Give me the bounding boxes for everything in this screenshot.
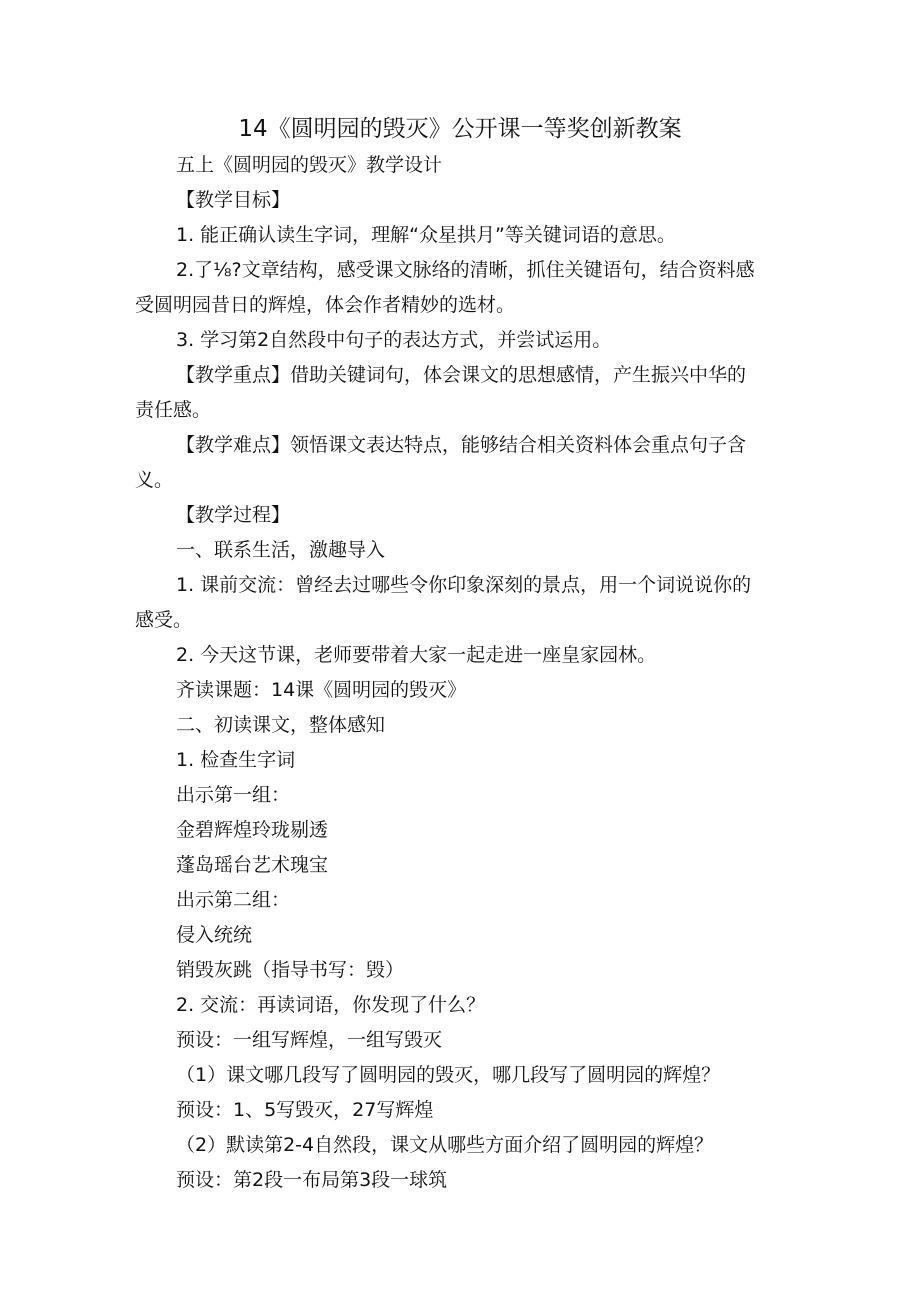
key-point-line-1: 【教学重点】借助关键词句，体会课文的思想感情，产生振兴中华的 [176,364,747,386]
section-1-item-1-line-2: 感受。 [135,609,193,631]
document-subtitle: 五上《圆明园的毁灭》教学设计 [176,154,443,176]
group-2-words-line-1: 侵入统统 [176,924,253,946]
goals-heading: 【教学目标】 [176,189,291,211]
section-1-heading: 一、联系生活，激趣导入 [176,539,386,561]
section-2-item-2: 2. 交流：再读词语，你发现了什么？ [176,994,486,1016]
section-1-item-1-line-1: 1. 课前交流：曾经去过哪些令你印象深刻的景点，用一个词说说你的 [176,574,752,596]
group-2-label: 出示第二组： [176,889,291,911]
difficulty-line-1: 【教学难点】领悟课文表达特点，能够结合相关资料体会重点句子含 [176,434,747,456]
document-title: 14《圆明园的毁灭》公开课一等奖创新教案 [238,116,682,142]
group-1-words-line-2: 蓬岛瑶台艺术瑰宝 [176,854,329,876]
process-heading: 【教学过程】 [176,504,291,526]
goal-3: 3. 学习第2自然段中句子的表达方式，并尝试运用。 [176,329,612,351]
group-1-label: 出示第一组： [176,784,291,806]
goal-2-line-1: 2.了⅛?文章结构，感受课文脉络的清晰，抓住关键语句，结合资料感 [176,259,755,281]
preset-3: 预设：第2段一布局第3段一球筑 [176,1169,448,1191]
section-1-item-2: 2. 今天这节课，老师要带着大家一起走进一座皇家园林。 [176,644,657,666]
preset-2: 预设：1、5写毁灭，27写辉煌 [176,1099,434,1121]
group-2-words-line-2: 销毁灰跳（指导书写：毁） [176,959,405,981]
read-title-line: 齐读课题：14课《圆明园的毁灭》 [176,679,467,701]
question-1: （1）课文哪几段写了圆明园的毁灭，哪几段写了圆明园的辉煌？ [176,1064,721,1086]
preset-1: 预设：一组写辉煌，一组写毁灭 [176,1029,443,1051]
group-1-words-line-1: 金碧辉煌玲珑剔透 [176,819,329,841]
section-2-heading: 二、初读课文，整体感知 [176,714,386,736]
goal-2-line-2: 受圆明园昔日的辉煌，体会作者精妙的选材。 [135,294,516,316]
question-2: （2）默读第2-4自然段，课文从哪些方面介绍了圆明园的辉煌？ [176,1134,714,1156]
goal-1: 1. 能正确认读生字词，理解“众星拱月”等关键词语的意思。 [176,224,676,246]
key-point-line-2: 责任感。 [135,399,212,421]
difficulty-line-2: 义。 [135,469,174,491]
section-2-item-1: 1. 检查生字词 [176,749,296,771]
